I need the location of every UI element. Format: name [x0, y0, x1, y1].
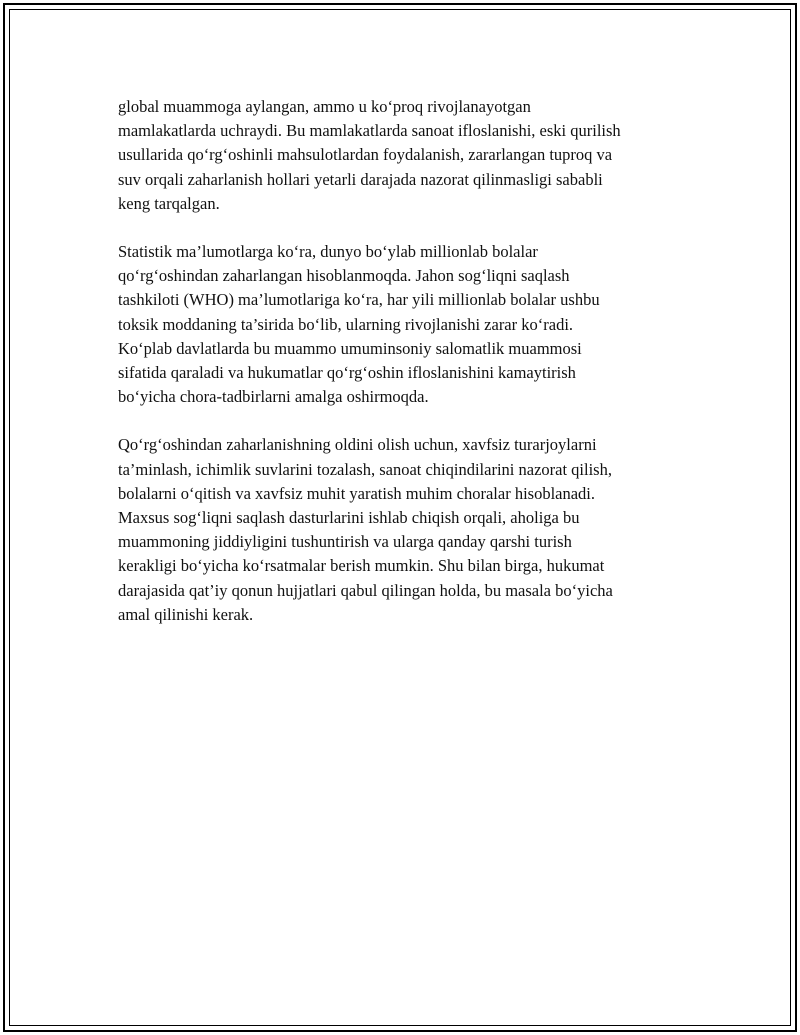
document-body: [118, 95, 698, 651]
document-page: [3, 3, 797, 1032]
text-line: bolalarni o‘qitish va xavfsiz muhit yaratish muhim choralar hisoblanadi.: [118, 483, 596, 503]
text-line: amal qilinishi kerak.: [118, 604, 254, 624]
text-line: bo‘yicha chora-tadbirlarni amalga oshirmoqda.: [118, 387, 429, 407]
text-line: global muammoga aylangan, ammo u ko‘proq rivojlanayotgan: [118, 97, 531, 116]
paragraph-2: [118, 240, 698, 409]
text-line: mamlakatlarda uchraydi. Bu mamlakatlarda sanoat ifloslanishi, eski qurilish: [118, 121, 621, 141]
paragraph-3: [118, 433, 698, 627]
paragraph-1: [118, 95, 698, 216]
text-line: muammoning jiddiyligini tushuntirish va ularga qanday qarshi turish: [118, 532, 572, 552]
text-line: darajasida qat’iy qonun hujjatlari qabul qilingan holda, bu masala bo‘yicha: [118, 580, 613, 600]
text-line: sifatida qaraladi va hukumatlar qo‘rg‘oshin ifloslanishini kamaytirish: [118, 363, 576, 383]
text-line: toksik moddaning ta’sirida bo‘lib, ularning rivojlanishi zarar ko‘radi.: [118, 314, 574, 334]
text-line: usullarida qo‘rg‘oshinli mahsulotlardan foydalanish, zararlangan tuproq va: [118, 145, 613, 165]
text-line: keng tarqalgan.: [118, 193, 220, 213]
text-line: Maxsus sog‘liqni saqlash dasturlarini ishlab chiqish orqali, aholiga bu: [118, 508, 580, 528]
text-line: Statistik ma’lumotlarga ko‘ra, dunyo bo‘ylab millionlab bolalar: [118, 242, 538, 262]
text-line: Ko‘plab davlatlarda bu muammo umuminsoniy salomatlik muammosi: [118, 338, 582, 358]
text-line: suv orqali zaharlanish hollari yetarli darajada nazorat qilinmasligi sababli: [118, 169, 603, 189]
text-line: Qo‘rg‘oshindan zaharlanishning oldini olish uchun, xavfsiz turarjoylarni: [118, 435, 597, 455]
text-line: ta’minlash, ichimlik suvlarini tozalash, sanoat chiqindilarini nazorat qilish,: [118, 459, 612, 479]
text-line: tashkiloti (WHO) ma’lumotlariga ko‘ra, har yili millionlab bolalar ushbu: [118, 290, 600, 310]
text-line: kerakligi bo‘yicha ko‘rsatmalar berish mumkin. Shu bilan birga, hukumat: [118, 556, 605, 576]
text-line: qo‘rg‘oshindan zaharlangan hisoblanmoqda. Jahon sog‘liqni saqlash: [118, 266, 570, 286]
